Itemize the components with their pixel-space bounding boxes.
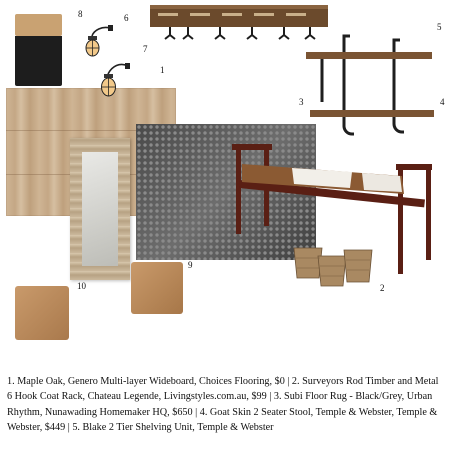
mirror-glass xyxy=(82,152,118,266)
item-number-1: 1 xyxy=(160,65,165,75)
timber-frame-mirror xyxy=(70,138,130,280)
two-tier-shelving-unit xyxy=(304,34,436,138)
item-number-7: 7 xyxy=(143,44,148,54)
product-caption: 1. Maple Oak, Genero Multi-layer Wideboard, Choices Flooring, $0 | 2. Surveyors Rod Timber and Metal 6 Hook Coat Rack, Chateau Legende, Livingstyles.com.au, $99 | 3. Subi Floor Rug - Black/Grey, Urban Rhythm, Nunawading Homemaker HQ, $650 | 4. Goat Skin 2 Seater Stool, Temple & Webster, Temple & Webster, $449 | 5. Blake 2 Tier Shelving Unit, Temple & Webster xyxy=(7,376,439,434)
item-number-9: 9 xyxy=(188,260,193,270)
item-number-4: 4 xyxy=(440,97,445,107)
item-number-6: 6 xyxy=(124,13,129,23)
cage-wall-light-upper xyxy=(80,24,116,60)
item-number-3: 3 xyxy=(299,97,304,107)
woven-baskets xyxy=(292,238,376,290)
item-number-2: 2 xyxy=(380,283,385,293)
cage-wall-light-lower xyxy=(96,60,132,100)
surveyor-rod-coat-rack xyxy=(150,5,328,45)
item-number-8: 8 xyxy=(78,9,83,19)
item-number-5: 5 xyxy=(437,22,442,32)
leather-cube-ottoman-right xyxy=(131,262,183,314)
leather-cube-ottoman-left xyxy=(15,286,69,340)
drum-pendant-light xyxy=(15,14,62,86)
item-number-10: 10 xyxy=(77,281,86,291)
